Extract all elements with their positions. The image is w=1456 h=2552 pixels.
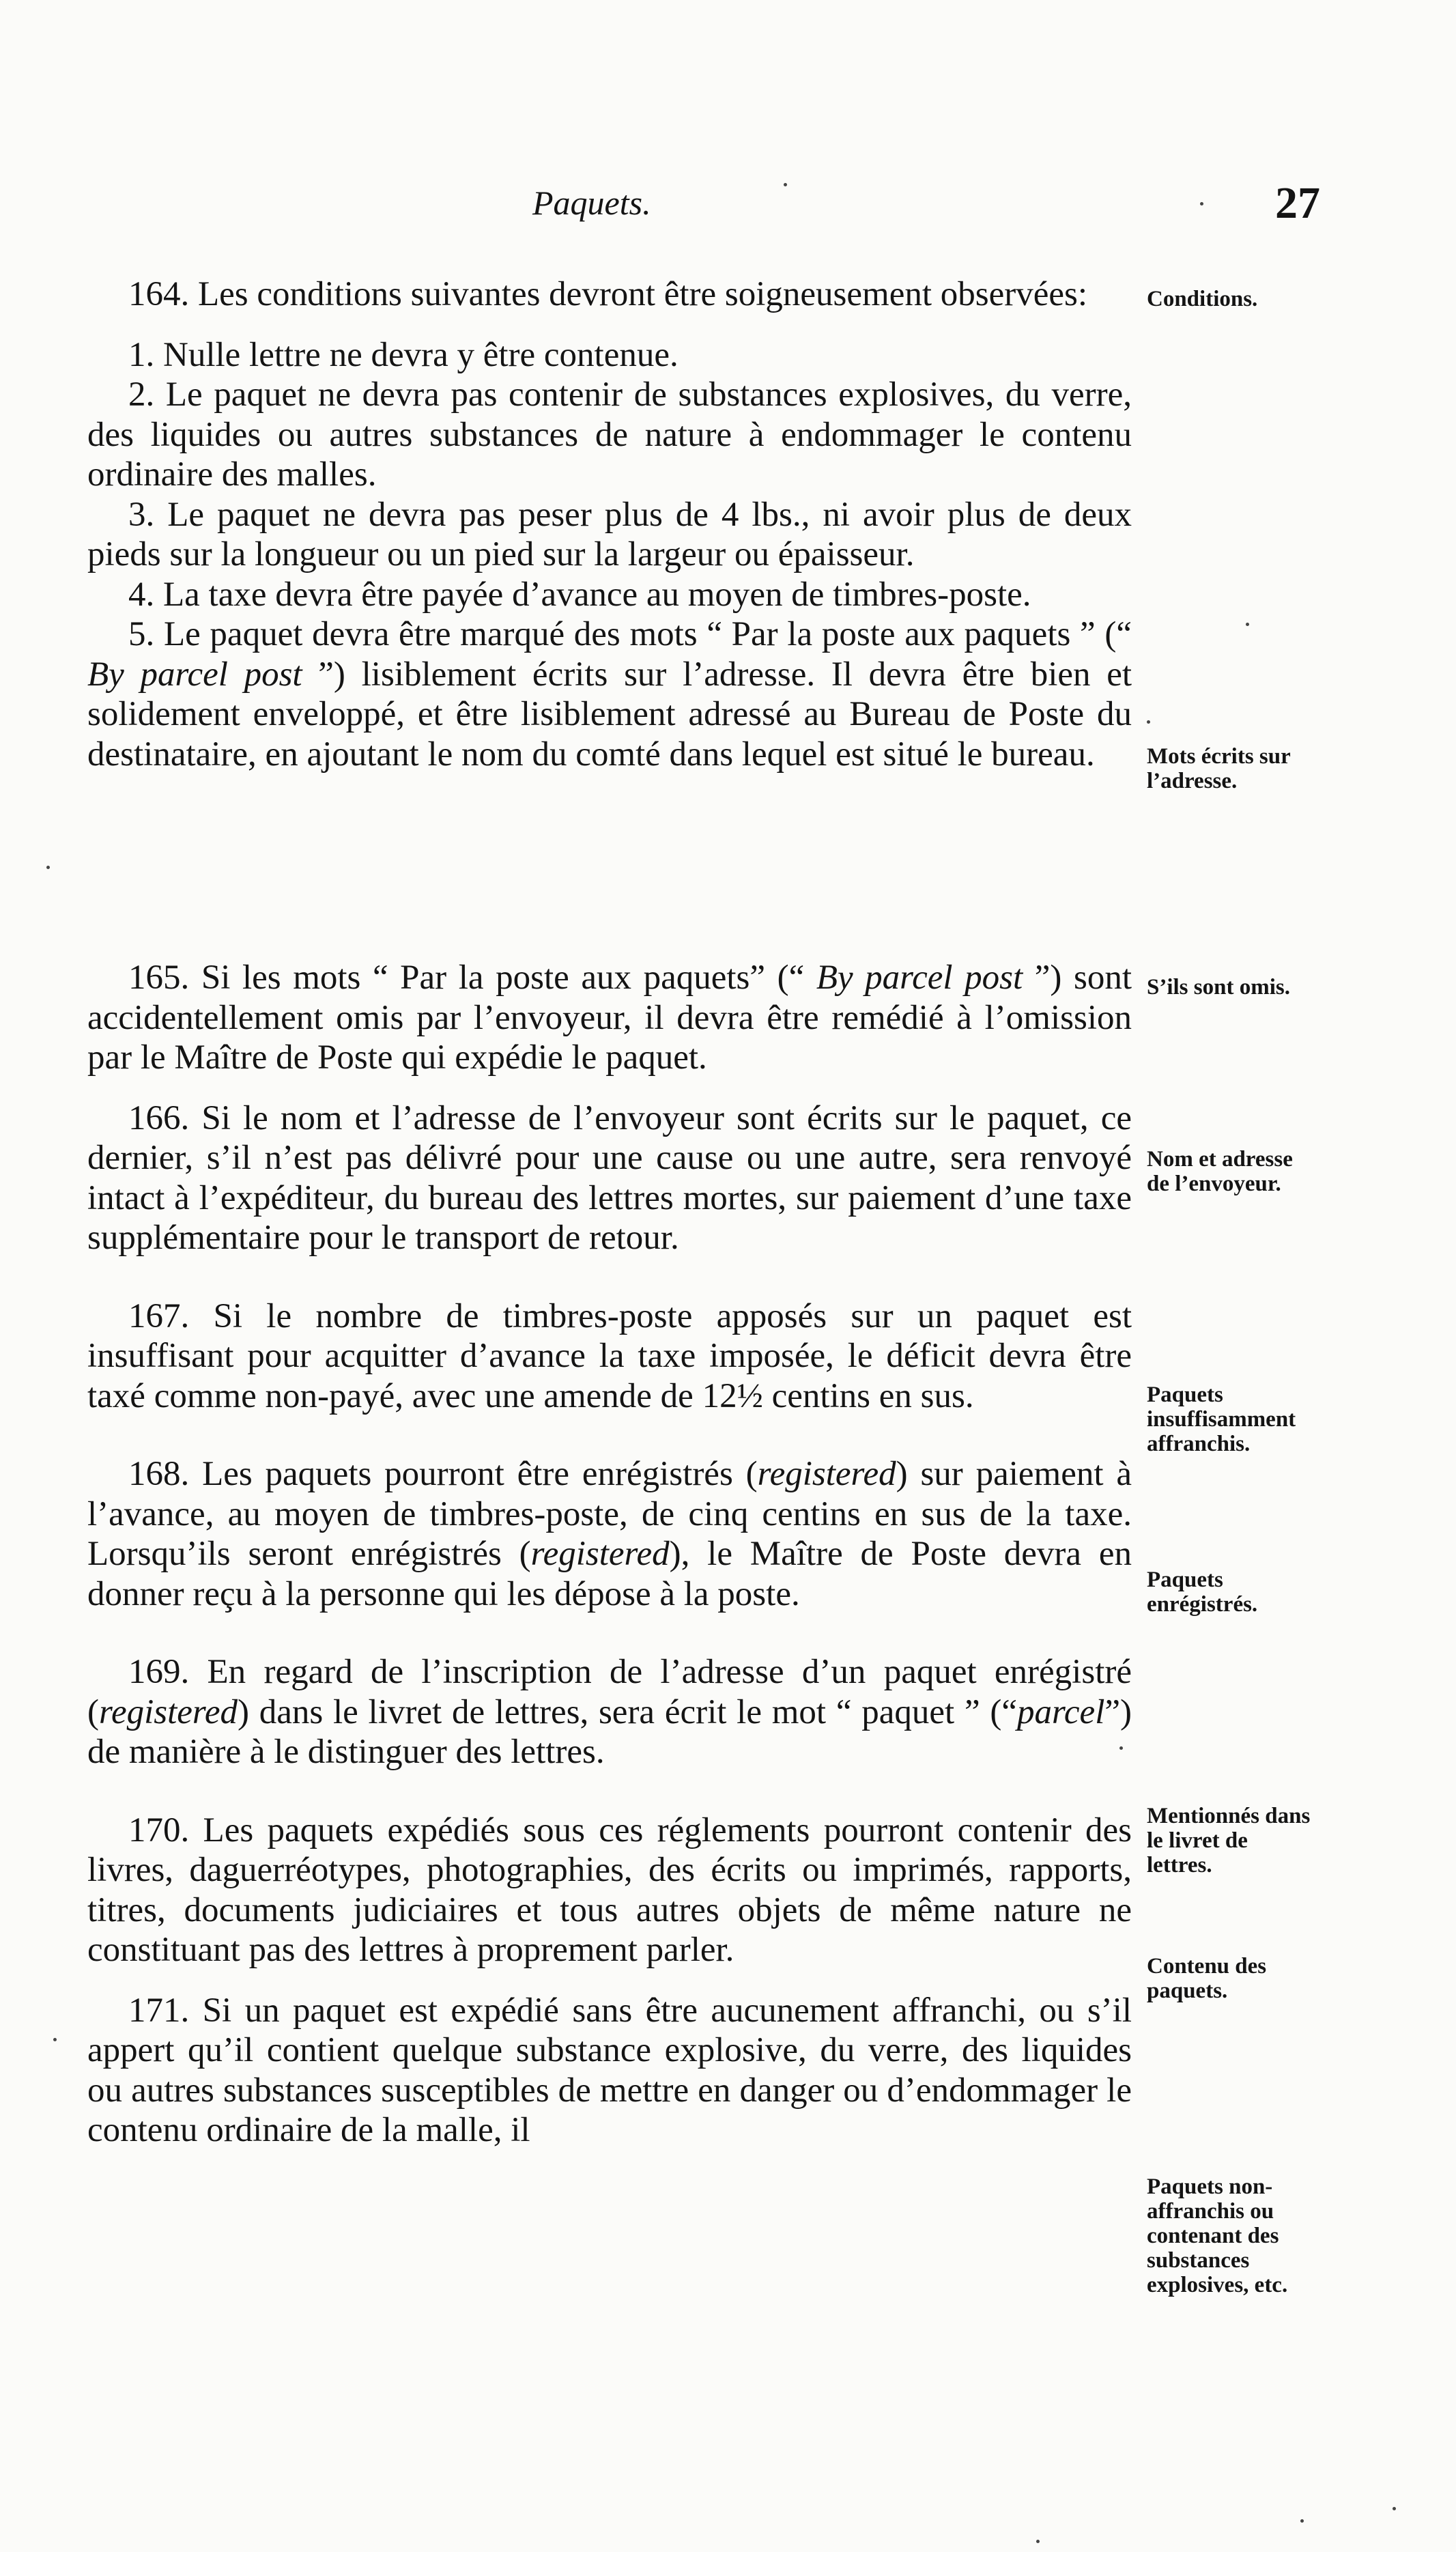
text-run: 164. Les conditions suivantes devront être soigneusement observées: [128, 275, 1088, 313]
condition-1 [87, 335, 1132, 375]
speck [1119, 1746, 1123, 1750]
italic-run: registered [757, 1455, 896, 1493]
sidenote-mots-ecrits: Mots écrits sur l’adresse. [1147, 744, 1291, 793]
text-run: 1. Nulle lettre ne devra y être contenue. [128, 335, 679, 374]
sidenote-nom-adresse: Nom et adresse de l’envoyeur. [1147, 1147, 1293, 1196]
speck [1300, 2519, 1304, 2523]
text-run: 169. En regard de l’inscription de l’adresse d’un paquet enrégistré ( [87, 1653, 1132, 1731]
text-run: ”) sont accidentellement omis par l’envoyeur, il devra être remédié à l’omission par le Maître de Poste qui expédie le paquet. [87, 959, 1132, 1077]
text-run: 167. Si le nombre de timbres-poste apposés sur un paquet est insuffisant pour acquitter d’avance la taxe imposée, le déficit devra être taxé comme non-payé, avec une amende de 12½ centins en sus. [87, 1296, 1132, 1415]
condition-4 [87, 575, 1132, 615]
sidenote-insuffisamment: Paquets insuffisamment affranchis. [1147, 1383, 1296, 1456]
sidenote-conditions: Conditions. [1147, 287, 1258, 311]
speck [1393, 2507, 1396, 2510]
page-header [0, 178, 1456, 251]
speck [53, 2038, 57, 2041]
speck [46, 866, 50, 869]
text-run: 165. Si les mots “ Par la poste aux paquets” (“ [128, 959, 816, 997]
sidenote-omis: S’ils sont omis. [1147, 975, 1290, 999]
speck [1147, 720, 1150, 724]
speck [1246, 623, 1249, 626]
speck [1200, 202, 1203, 205]
paragraph-167 [87, 1296, 1132, 1417]
italic-run: registered [530, 1535, 670, 1573]
running-title: Paquets. [532, 184, 651, 222]
text-run: 166. Si le nom et l’adresse de l’envoyeur sont écrits sur le paquet, ce dernier, s’il n’est pas délivré pour une cause ou une autre, sera renvoyé intact à l’expéditeur, du bureau des lettres mortes, sur paiement d’une taxe supplémentaire pour le transport de retour. [87, 1098, 1132, 1257]
text-run: 168. Les paquets pourront être enrégistrés ( [128, 1455, 758, 1493]
italic-run: By parcel post [816, 959, 1023, 997]
italic-run: registered [98, 1692, 238, 1731]
text-run: ) sur paiement à l’avance, au moyen de timbres-poste, de cinq centins en sus de la taxe. Lorsqu’ils seront enrégistrés ( [87, 1455, 1132, 1573]
text-run: 2. Le paquet ne devra pas contenir de substances explosives, du verre, des liquides ou autres substances de nature à endommager le contenu ordinaire des malles. [87, 375, 1132, 494]
paragraph-168 [87, 1454, 1132, 1614]
paragraph-169 [87, 1652, 1132, 1772]
text-run: 4. La taxe devra être payée d’avance au moyen de timbres-poste. [128, 575, 1031, 614]
sidenote-mentionnes: Mentionnés dans le livret de lettres. [1147, 1804, 1311, 1877]
text-run: 5. Le paquet devra être marqué des mots “ Par la poste aux paquets ” (“ [128, 615, 1132, 653]
text-run: ) dans le livret de lettres, sera écrit le mot “ paquet ” (“ [238, 1692, 1017, 1731]
paragraph-165 [87, 958, 1132, 1078]
text-run: ), le Maître de Poste devra en donner reçu à la personne qui les dépose à la poste. [87, 1535, 1132, 1613]
paragraph-170 [87, 1811, 1132, 1970]
sidenote-contenu: Contenu des paquets. [1147, 1954, 1267, 2003]
text-run: ”) lisiblement écrits sur l’adresse. Il devra être bien et solidement enveloppé, et être lisiblement adressé au Bureau de Poste du destinataire, en ajoutant le nom du comté dans lequel est situé le bureau. [87, 655, 1132, 774]
body-text-middle [87, 958, 1132, 2151]
condition-2 [87, 375, 1132, 495]
page-number: 27 [1275, 178, 1320, 228]
body-text-top [87, 274, 1132, 774]
sidenote-non-affranchis: Paquets non-affranchis ou contenant des substances explosives, etc. [1147, 2174, 1288, 2297]
paragraph-166 [87, 1098, 1132, 1258]
condition-5 [87, 614, 1132, 774]
text-run: 170. Les paquets expédiés sous ces réglements pourront contenir des livres, daguerréotypes, photographies, des écrits ou imprimés, rapports, titres, documents judiciaires et tous autres objets de même nature ne constituant pas des lettres à proprement parler. [87, 1811, 1132, 1969]
italic-run: By parcel post [87, 655, 302, 694]
speck [784, 183, 787, 186]
sidenote-enregistres: Paquets enrégistrés. [1147, 1568, 1258, 1617]
paragraph-164 [87, 274, 1132, 315]
italic-run: parcel [1016, 1692, 1105, 1731]
text-run: 171. Si un paquet est expédié sans être aucunement affranchi, ou s’il appert qu’il contient quelque substance explosive, du verre, des liquides ou autres substances susceptibles de mettre en danger ou d’endommager le contenu ordinaire de la malle, il [87, 1991, 1132, 2149]
text-run: ”) de manière à le distinguer des lettres. [87, 1692, 1132, 1771]
text-run: 3. Le paquet ne devra pas peser plus de 4 lbs., ni avoir plus de deux pieds sur la longueur ou un pied sur la largeur ou épaisseur. [87, 495, 1132, 573]
condition-3 [87, 495, 1132, 575]
paragraph-171 [87, 1991, 1132, 2151]
speck [1036, 2540, 1040, 2543]
